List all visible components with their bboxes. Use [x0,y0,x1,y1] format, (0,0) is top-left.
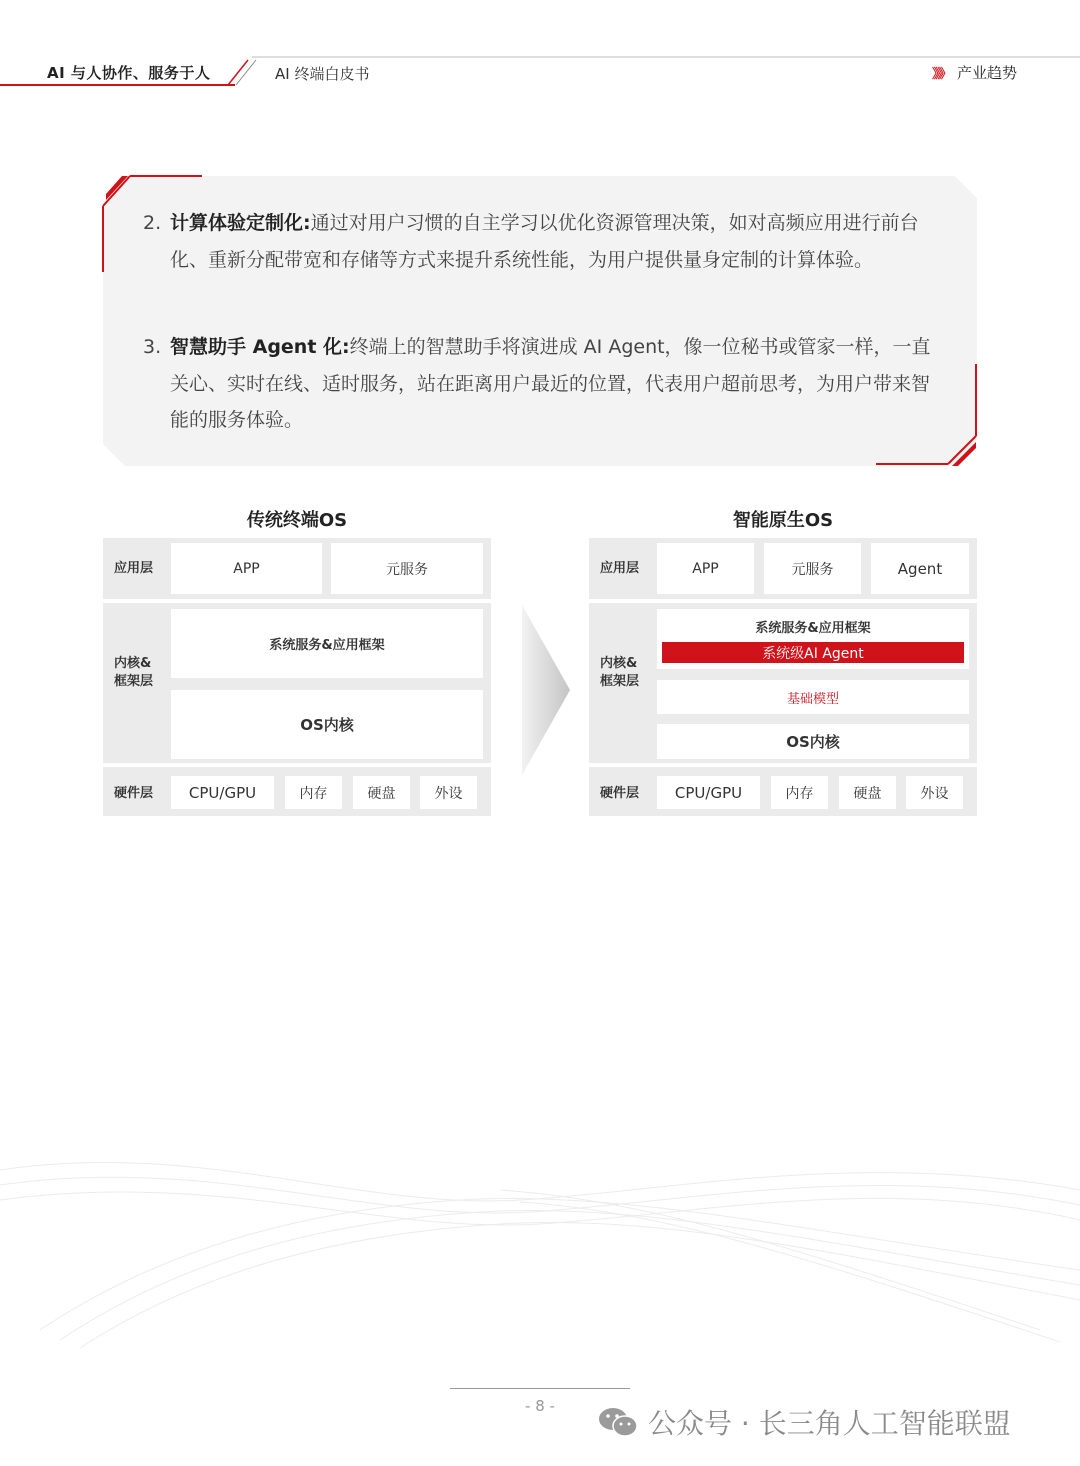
list-item-3: 3. 智慧助手 Agent 化:终端上的智慧助手将演进成 AI Agent，像一位秘书或管家一样，一直关心、实时在线、适时服务，站在距离用户最近的位置，代表用户超前思考，为用户带来智能的服务体验。 [143,329,943,439]
left-app-layer-label: 应用层 [114,561,154,576]
left-os-kernel-cell: OS内核 [171,690,483,759]
list-item-heading: 计算体验定制化 [170,212,304,234]
left-disk-cell: 硬盘 [353,776,410,809]
wechat-icon [598,1405,638,1439]
left-cpu-gpu-cell: CPU/GPU [171,776,274,809]
right-peripheral-cell: 外设 [906,776,963,809]
left-diagram-title: 传统终端OS [246,510,348,531]
header-section [932,62,1017,83]
left-peripheral-cell: 外设 [420,776,477,809]
list-item-heading: 智慧助手 Agent 化 [170,336,343,358]
left-memory-cell: 内存 [285,776,342,809]
transition-arrow-icon [520,605,575,775]
footer-rule [450,1388,630,1389]
page-number: - 8 - [525,1397,555,1415]
system-ai-agent-bar: 系统级AI Agent [662,642,964,663]
foundation-model-cell: 基础模型 [657,680,969,714]
right-kernel-layer-label: 内核& 框架层 [600,656,640,689]
left-framework-cell: 系统服务&应用框架 [171,609,483,678]
left-app-cell: APP [171,543,322,594]
list-item-body: 终端上的智慧助手将演进成 AI Agent，像一位秘书或管家一样，一直关心、实时在线、适时服务，站在距离用户最近的位置，代表用户超前思考，为用户带来智能的服务体验。 [170,336,931,431]
watermark-text: 公众号 · 长三角人工智能联盟 [648,1407,1011,1440]
watermark [598,1402,1011,1442]
background-wave-decoration [0,1130,1080,1350]
left-kernel-layer-label: 内核& 框架层 [114,656,154,689]
right-cpu-gpu-cell: CPU/GPU [657,776,760,809]
list-number: 2. [143,212,162,234]
left-hardware-layer-label: 硬件层 [114,786,154,801]
header-doc-title: AI 终端白皮书 [275,65,370,83]
right-hardware-layer-label: 硬件层 [600,786,640,801]
right-memory-cell: 内存 [771,776,828,809]
list-item-2: 2. 计算体验定制化:通过对用户习惯的自主学习以优化资源管理决策，如对高频应用进行前台化、重新分配带宽和存储等方式来提升系统性能，为用户提供量身定制的计算体验。 [143,205,943,278]
header-left-title: AI 与人协作、服务于人 [47,64,211,82]
right-app-cell: APP [657,543,754,594]
right-framework-cell: 系统服务&应用框架 [657,609,969,669]
right-meta-service-cell: 元服务 [764,543,861,594]
right-disk-cell: 硬盘 [839,776,896,809]
right-os-kernel-cell: OS内核 [657,724,969,759]
left-meta-service-cell: 元服务 [331,543,483,594]
list-item-body: 通过对用户习惯的自主学习以优化资源管理决策，如对高频应用进行前台化、重新分配带宽和存储等方式来提升系统性能，为用户提供量身定制的计算体验。 [170,212,919,271]
right-diagram-title: 智能原生OS [732,510,834,531]
right-app-layer-label: 应用层 [600,561,640,576]
chevrons-icon: 》》》 [932,67,950,82]
header-section-label: 产业趋势 [957,64,1018,82]
list-number: 3. [143,336,162,358]
right-agent-cell: Agent [871,543,969,594]
